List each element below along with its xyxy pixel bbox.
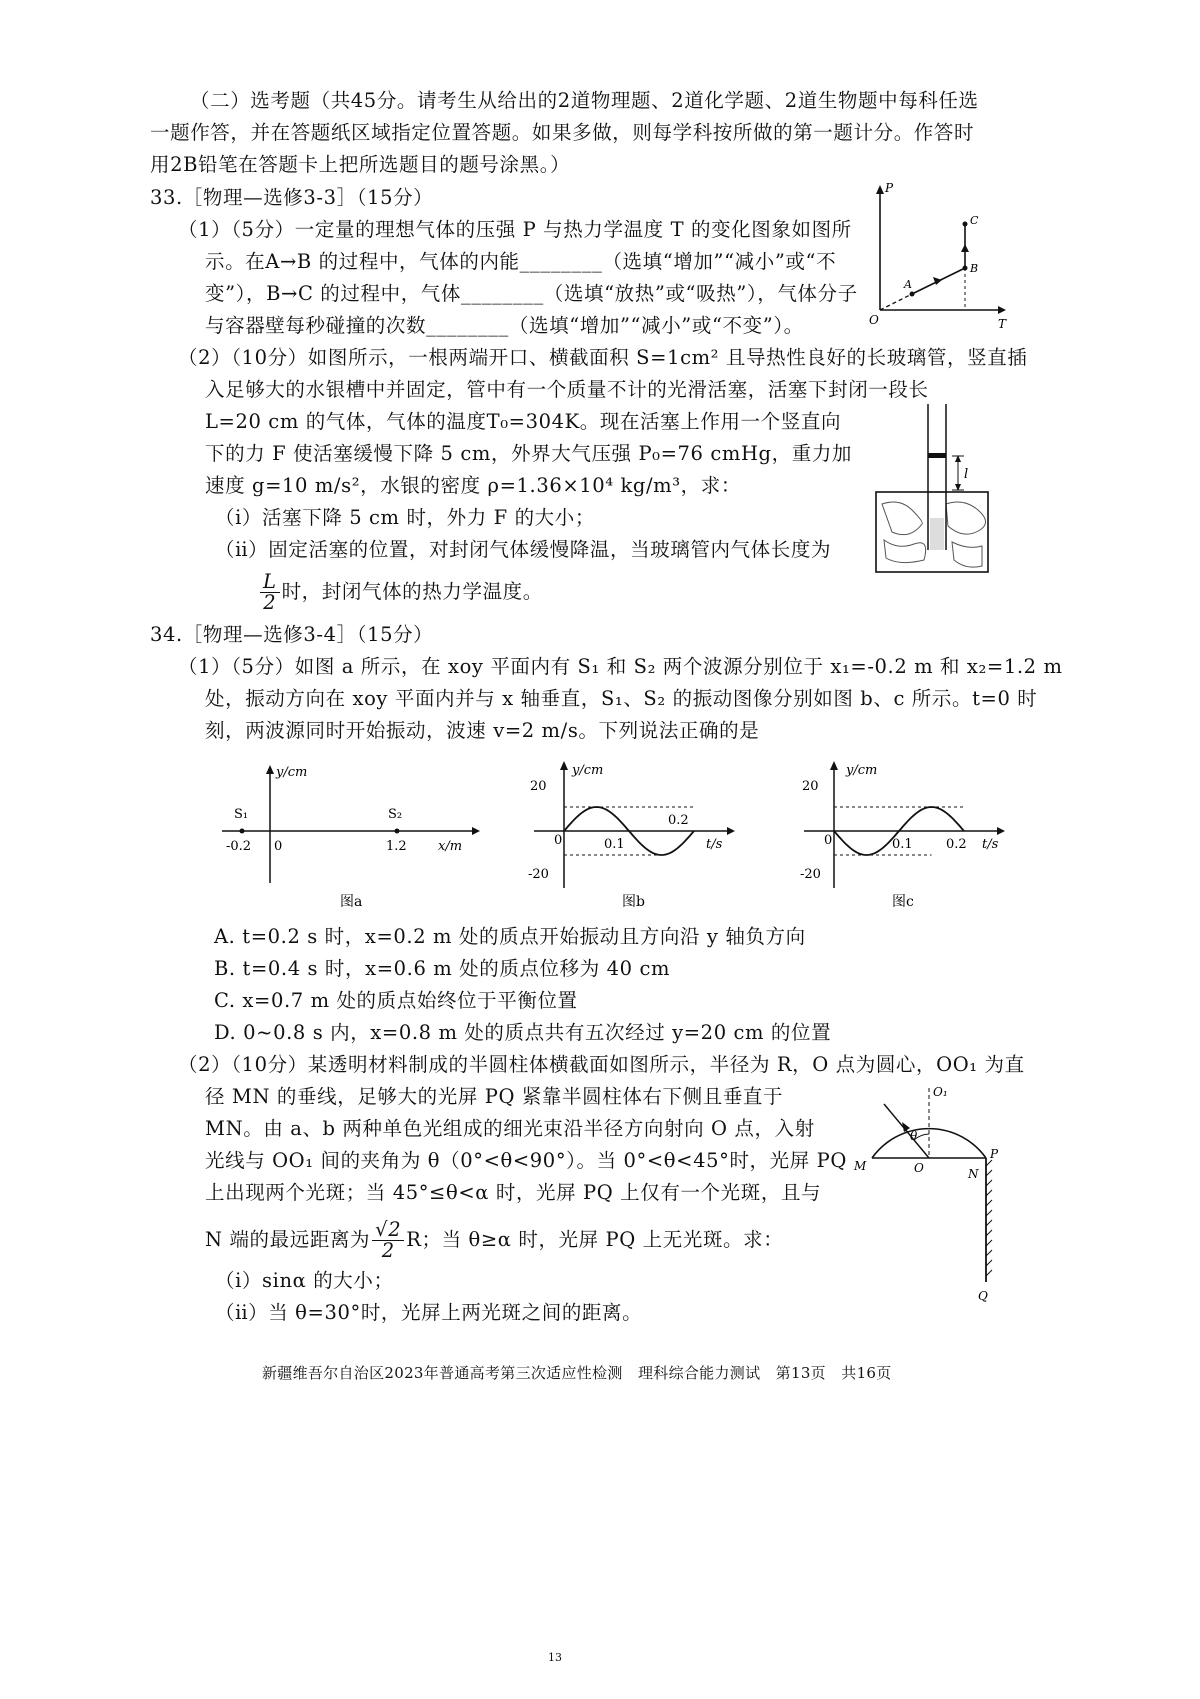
q33-p2-item-ii: （ⅱ）固定活塞的位置，对封闭气体缓慢降温，当玻璃管内气体长度为 bbox=[215, 538, 832, 561]
q33-p1-line4: 与容器壁每秒碰撞的次数________（选填“增加”“减小”或“不变”）。 bbox=[205, 314, 804, 337]
fig-b-ylabel: y/cm bbox=[572, 763, 604, 778]
tube-length-label: l bbox=[964, 467, 969, 482]
chart-b-plot bbox=[534, 761, 735, 888]
figure-c bbox=[800, 758, 1015, 918]
label-o: O bbox=[914, 1161, 924, 1175]
q33-p1-line3: 变”），B→C 的过程中，气体________（选填“放热”或“吸热”），气体分子 bbox=[205, 282, 858, 305]
fig-c-y-arrow bbox=[830, 761, 838, 770]
fig-c-ylabel: y/cm bbox=[846, 763, 878, 778]
q33-p2-item-i: （ⅰ）活塞下降 5 cm 时，外力 F 的大小； bbox=[215, 506, 595, 529]
fig-c-t1: 0.1 bbox=[892, 837, 913, 852]
intro-line-1: （二）选考题（共45分。请考生从给出的2道物理题、2道化学题、2道生物题中每科任选 bbox=[190, 89, 979, 112]
origin-label: O bbox=[869, 313, 879, 327]
figure-a bbox=[220, 758, 490, 918]
fig-b-x-arrow bbox=[727, 827, 735, 835]
q34-p1-line2: 处，振动方向在 xoy 平面内并与 x 轴垂直，S₁、S₂ 的振动图像分别如图 b、c 所示。t=0 时 bbox=[205, 687, 1038, 710]
page-footer: 新疆维吾尔自治区2023年普通高考第三次适应性检测 理科综合能力测试 第13页 共16页 bbox=[262, 1364, 892, 1382]
q34-p2-line5: 上出现两个光斑；当 45°≤θ<α 时，光屏 PQ 上仅有一个光斑，且与 bbox=[205, 1181, 822, 1204]
q34-option-b[interactable]: B. t=0.4 s 时，x=0.6 m 处的质点位移为 40 cm bbox=[214, 957, 671, 980]
fig-a-xlabel: x/m bbox=[438, 839, 463, 854]
point-c-label: C bbox=[970, 214, 979, 227]
q33-p1-line1: （1）（5分）一定量的理想气体的压强 P 与热力学温度 T 的变化图象如图所 bbox=[178, 218, 852, 241]
fig-b-origin: 0 bbox=[554, 833, 563, 848]
fig-c-xlabel: t/s bbox=[982, 837, 999, 852]
fig-b-xlabel: t/s bbox=[706, 837, 723, 852]
fig-c-t2: 0.2 bbox=[946, 837, 967, 852]
q34-p2-item-i: （ⅰ）sinα 的大小； bbox=[215, 1269, 394, 1292]
fig-c-x-arrow bbox=[997, 827, 1005, 835]
fraction-l-over-2: $\frac{L}{2}$ bbox=[260, 572, 280, 613]
q34-p2-line1: （2）（10分）某透明材料制成的半圆柱体横截面如图所示，半径为 R，O 点为圆心，OO₁ 为直 bbox=[178, 1053, 1025, 1076]
label-q: Q bbox=[978, 1289, 988, 1303]
fig-a-s2: S₂ bbox=[388, 807, 403, 822]
fig-b-t1: 0.1 bbox=[604, 837, 625, 852]
fig-a-caption: 图a bbox=[340, 894, 363, 910]
fig-b-y-top: 20 bbox=[530, 779, 547, 794]
fig-b-caption: 图b bbox=[622, 894, 645, 910]
point-b-label: B bbox=[970, 262, 979, 275]
q34-option-c[interactable]: C. x=0.7 m 处的质点始终位于平衡位置 bbox=[214, 989, 578, 1012]
label-p: P bbox=[990, 1147, 999, 1161]
q33-p2-line1: （2）（10分）如图所示，一根两端开口、横截面积 S=1cm² 且导热性良好的长玻璃管，竖直插 bbox=[178, 346, 1028, 369]
fig-c-origin: 0 bbox=[824, 833, 833, 848]
q34-title: 34.［物理—选修3-4］（15分） bbox=[150, 623, 434, 646]
chart-c-plot bbox=[804, 761, 1005, 888]
q34-p2-line3: MN。由 a、b 两种单色光组成的细光束沿半径方向射向 O 点，入射 bbox=[205, 1117, 815, 1140]
intro-line-2: 一题作答，并在答题纸区域指定位置答题。如果多做，则每学科按所做的第一题计分。作答时 bbox=[150, 121, 975, 144]
q33-p2-line3: L=20 cm 的气体，气体的温度T₀=304K。现在活塞上作用一个竖直向 bbox=[205, 410, 842, 433]
q33-p2-line5: 速度 g=10 m/s²，水银的密度 ρ=1.36×10⁴ kg/m³，求： bbox=[205, 474, 741, 497]
q34-p2-line6: N 端的最远距离为 $\frac{√2}{2}$ R；当 θ≥α 时，光屏 PQ 上无光斑。求： bbox=[205, 1218, 784, 1262]
fig-c-caption: 图c bbox=[892, 894, 914, 910]
fig-c-y-top: 20 bbox=[802, 779, 819, 794]
label-theta: θ bbox=[910, 1129, 918, 1143]
q34-p2-line4: 光线与 OO₁ 间的夹角为 θ（0°<θ<90°）。当 0°<θ<45°时，光屏 PQ bbox=[205, 1149, 847, 1172]
fraction-root2-over-2: $\frac{√2}{2}$ bbox=[372, 1220, 404, 1261]
q34-p1-line1: （1）（5分）如图 a 所示，在 xoy 平面内有 S₁ 和 S₂ 两个波源分别位于 x₁=-0.2 m 和 x₂=1.2 m bbox=[178, 655, 1063, 678]
fig-a-s1: S₁ bbox=[234, 807, 249, 822]
pt-graph bbox=[870, 182, 1010, 332]
q34-option-a[interactable]: A. t=0.2 s 时，x=0.2 m 处的质点开始振动且方向沿 y 轴负方向 bbox=[214, 925, 806, 948]
fig-a-ylabel: y/cm bbox=[276, 765, 308, 780]
fig-b-y-bot: -20 bbox=[528, 867, 549, 882]
tube-diagram bbox=[870, 400, 995, 585]
fig-b-y-arrow bbox=[560, 761, 568, 770]
q33-p2-item-ii-end: $\frac{L}{2}$ 时，封闭气体的热力学温度。 bbox=[258, 572, 543, 613]
q34-p2-item-ii: （ⅱ）当 θ=30°时，光屏上两光斑之间的距离。 bbox=[215, 1301, 643, 1324]
q33-p2-line4: 下的力 F 使活塞缓慢下降 5 cm，外界大气压强 P₀=76 cmHg，重力加 bbox=[205, 442, 853, 465]
figure-b bbox=[530, 758, 745, 918]
q33-p1-line2: 示。在A→B 的过程中，气体的内能________（选填“增加”“减小”或“不 bbox=[205, 250, 837, 273]
fig-c-y-bot: -20 bbox=[800, 867, 821, 882]
label-o1: O₁ bbox=[933, 1085, 948, 1099]
q34-p1-line3: 刻，两波源同时开始振动，波速 v=2 m/s。下列说法正确的是 bbox=[205, 719, 760, 742]
page-number: 13 bbox=[548, 1651, 562, 1664]
q34-option-d[interactable]: D. 0~0.8 s 内，x=0.8 m 处的质点共有五次经过 y=20 cm 的位置 bbox=[214, 1021, 832, 1044]
fig-a-tick-12: 1.2 bbox=[386, 839, 407, 854]
q34-p2-line2: 径 MN 的垂线，足够大的光屏 PQ 紧靠半圆柱体右下侧且垂直于 bbox=[205, 1085, 784, 1108]
label-m: M bbox=[854, 1159, 867, 1173]
q33-title: 33.［物理—选修3-3］（15分） bbox=[150, 186, 434, 209]
fig-a-tick-zero: 0 bbox=[274, 839, 283, 854]
fig-a-tick-neg: -0.2 bbox=[226, 839, 252, 854]
label-n: N bbox=[968, 1167, 979, 1181]
intro-line-3: 用2B铅笔在答题卡上把所选题目的题号涂黑。） bbox=[150, 153, 571, 176]
fig-b-t2: 0.2 bbox=[668, 813, 689, 828]
q33-p2-line2: 入足够大的水银槽中并固定，管中有一个质量不计的光滑活塞，活塞下封闭一段长 bbox=[205, 378, 929, 401]
axis-p-label: P bbox=[885, 181, 894, 195]
semicircle-diagram bbox=[850, 1082, 1010, 1307]
axis-t-label: T bbox=[998, 317, 1007, 331]
point-a-label: A bbox=[904, 278, 912, 291]
